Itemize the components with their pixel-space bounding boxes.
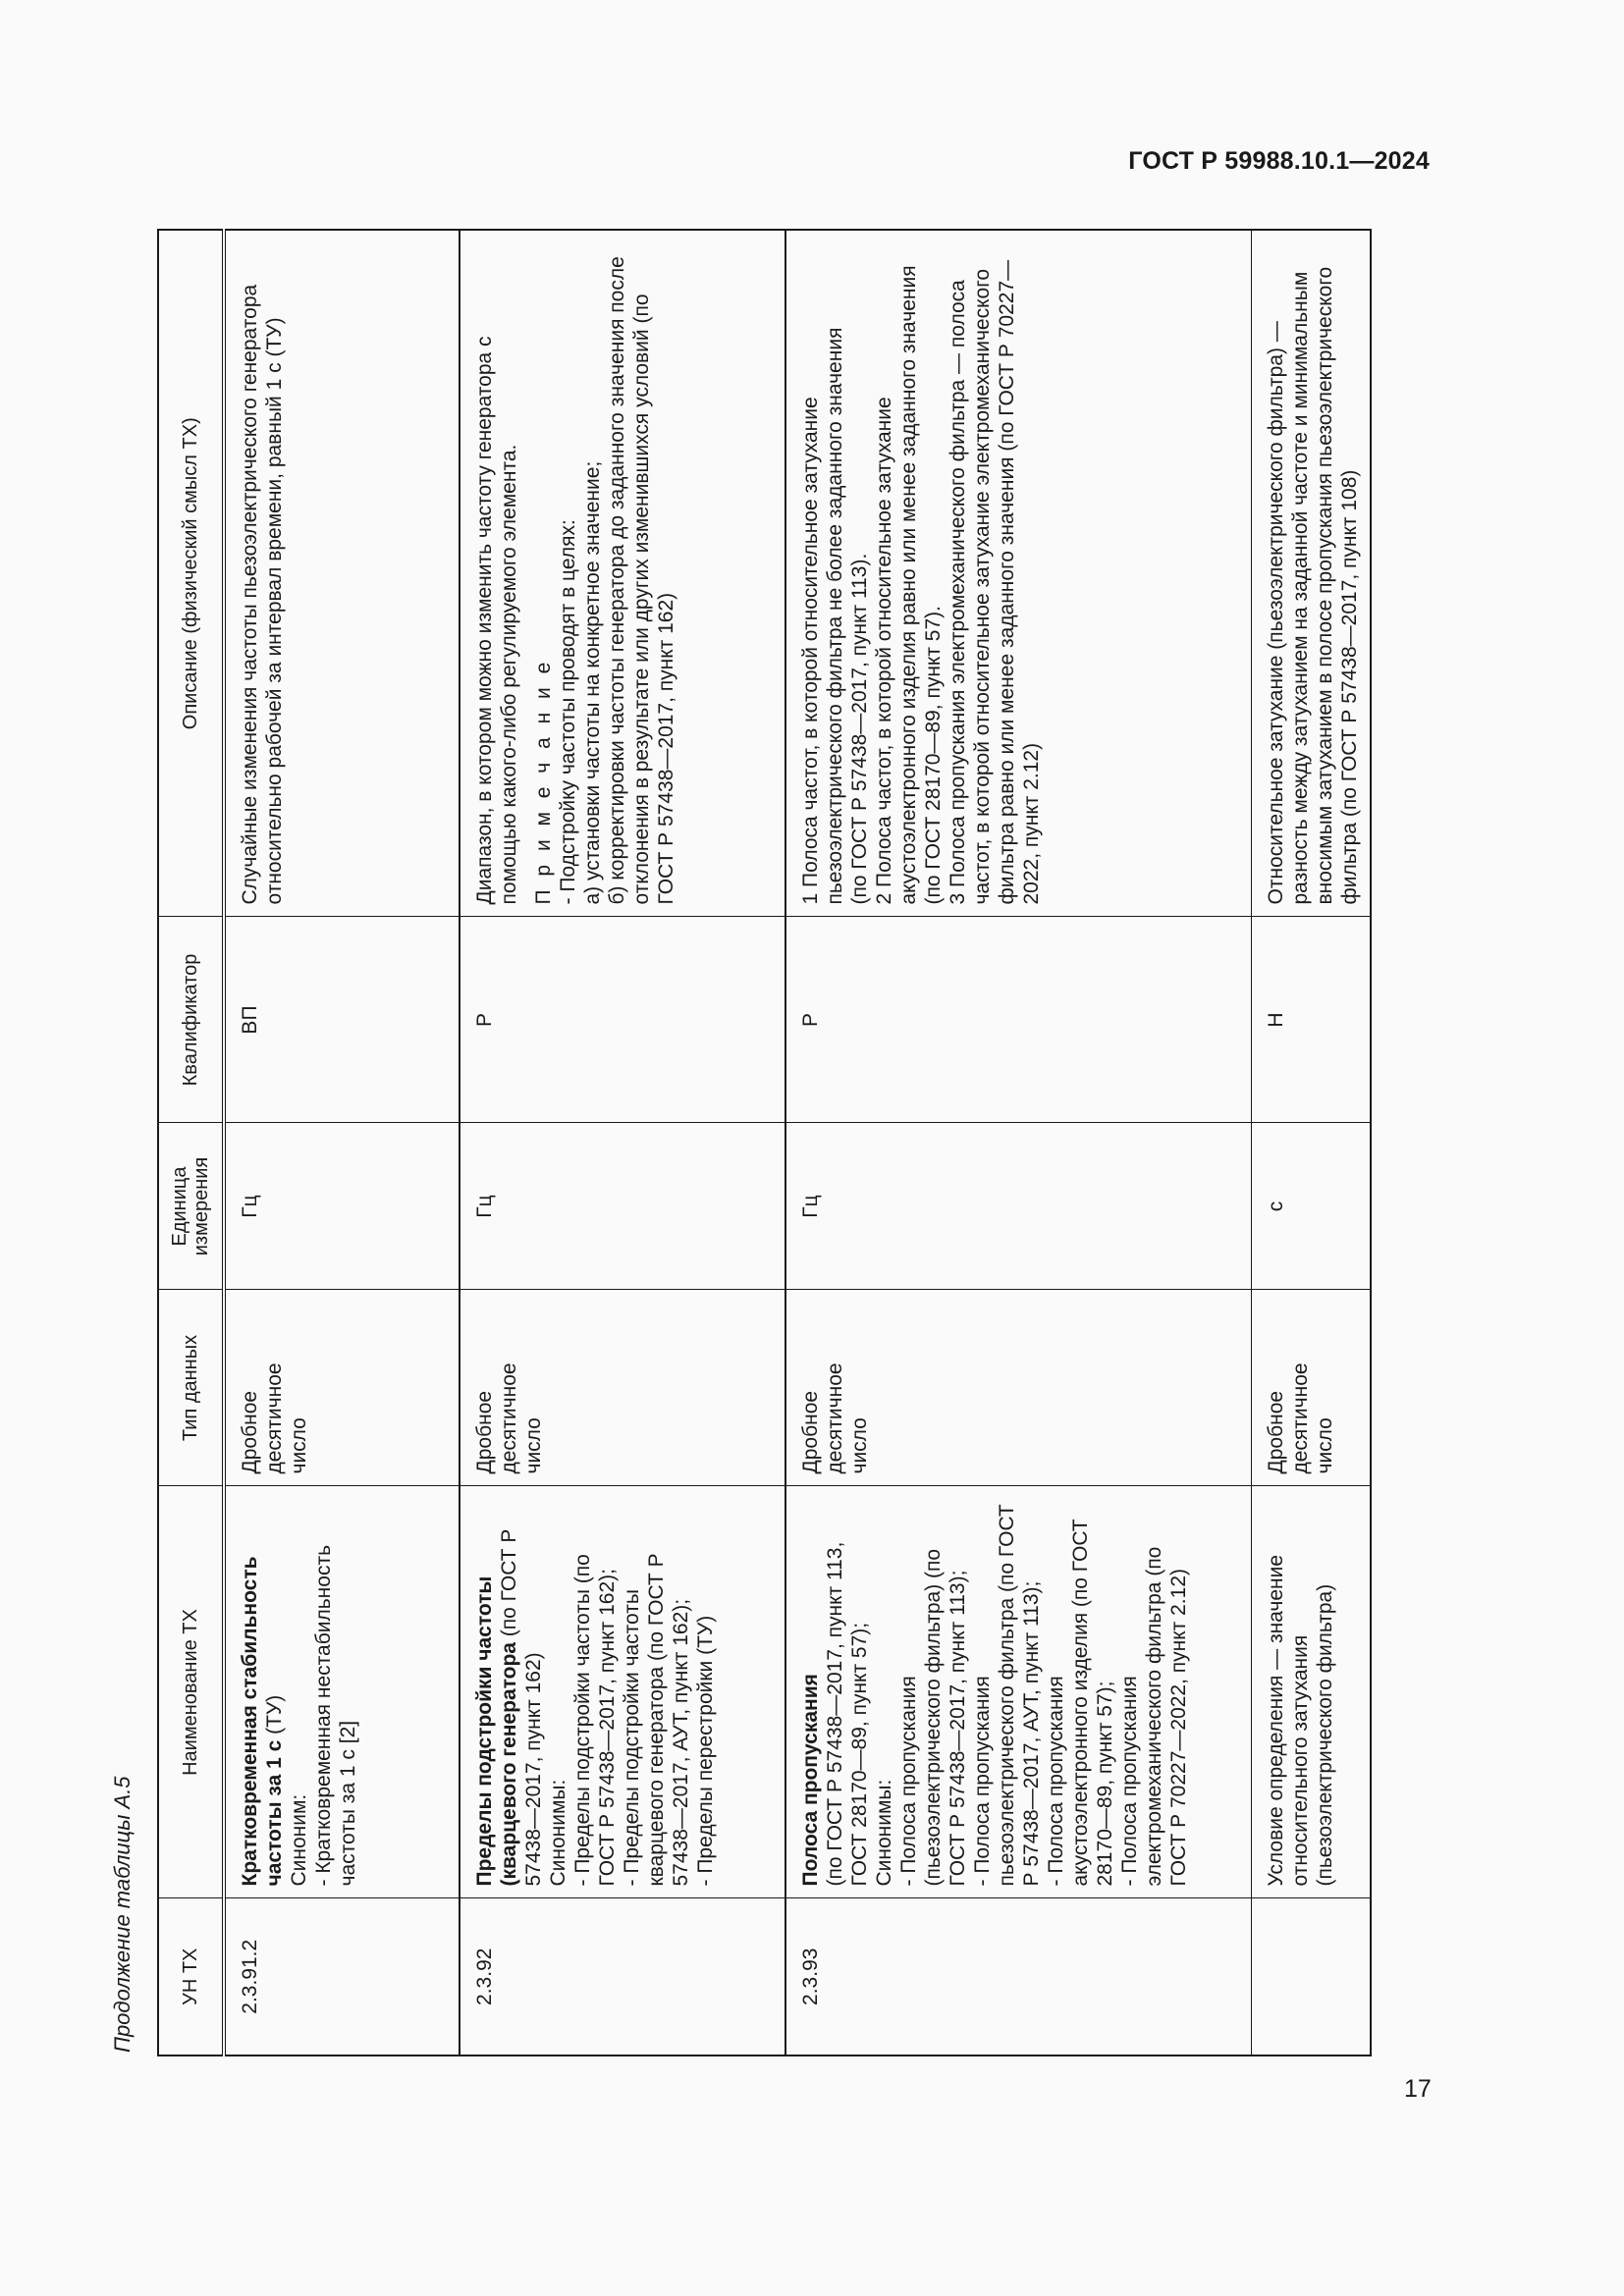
row-name-line: Синонимы: <box>547 1779 569 1887</box>
rotated-table-area <box>110 231 1361 2056</box>
row-desc <box>1251 230 1371 917</box>
table-row <box>1251 230 1371 2056</box>
row-name-line: Синонимы: <box>873 1779 895 1887</box>
row-name <box>1251 1486 1371 1898</box>
col-header-type: Тип данных <box>158 1290 224 1486</box>
row-name-title-suffix: (ТУ) <box>263 1694 286 1740</box>
row-desc-main: Диапазон, в котором можно изменить частоту генератора с помощью какого-либо регулируемого элемента. <box>473 336 520 905</box>
row-qual: Р <box>460 917 785 1123</box>
row-desc-line: 3 Полоса пропускания электромеханического фильтра — полоса частот, в которой относительное затухание электромеханического фильтра равно или менее заданного значения (по ГОСТ Р 70227—2022, пункт 2.12) <box>947 259 1043 905</box>
table-row <box>785 230 1251 2056</box>
table-header-row <box>158 230 224 2056</box>
row-num: 2.3.93 <box>785 1898 1251 2056</box>
row-desc-line: а) установки частоты на конкретное значение; <box>581 460 604 905</box>
row-unit: с <box>1251 1123 1371 1290</box>
row-name-line: - Пределы подстройки частоты (по ГОСТ Р 57438—2017, пункт 162); <box>571 1554 619 1887</box>
row-name-line: - Пределы перестройки (ТУ) <box>694 1615 717 1887</box>
row-name-line: - Пределы подстройки частоты кварцевого генератора (по ГОСТ Р 57438—2017, АУТ, пункт 162); <box>621 1553 692 1887</box>
row-name-line: - Кратковременная нестабильность частоты за 1 с [2] <box>312 1544 359 1887</box>
row-desc <box>460 230 785 917</box>
row-num: 2.3.92 <box>460 1898 785 2056</box>
row-desc-line: (по ГОСТ Р 57438—2017, пункт 113). <box>848 553 871 905</box>
row-name <box>785 1486 1251 1898</box>
row-unit: Гц <box>460 1123 785 1290</box>
row-desc-line: 2 Полоса частот, в которой относительное затухание акустоэлектронного изделия равно или менее заданного значения (по ГОСТ 28170—89, пункт 57). <box>873 265 945 905</box>
row-qual: Н <box>1251 917 1371 1123</box>
row-name-title-suffix: (по ГОСТ Р 57438—2017, пункт 162) <box>498 1528 545 1887</box>
row-unit: Гц <box>785 1123 1251 1290</box>
row-name-line: (по ГОСТ Р 57438—2017, пункт 113, ГОСТ 28170—89, пункт 57); <box>824 1541 871 1887</box>
row-qual: ВП <box>224 917 460 1123</box>
row-name <box>224 1486 460 1898</box>
row-name-line: - Полоса пропускания пьезоэлектрического фильтра (по ГОСТ Р 57438—2017, АУТ, пункт 113); <box>971 1504 1043 1887</box>
row-num: 2.3.91.2 <box>224 1898 460 2056</box>
row-desc <box>224 230 460 917</box>
row-type: Дробное десятичное число <box>460 1290 785 1486</box>
row-name-title: Пределы подстройки частоты (кварцевого генератора <box>473 1575 520 1887</box>
row-desc-line: Относительное затухание (пьезоэлектрического фильтра) — разность между затуханием на заданной частоте и минимальным вносимым затуханием в полосе пропускания пьезоэлектрического фильтра (по ГОСТ Р 57438—2017, пункт 108) <box>1264 266 1361 905</box>
table-caption: Продолжение таблицы А.5 <box>110 1776 135 2053</box>
row-desc <box>785 230 1251 917</box>
col-header-num: УН ТХ <box>158 1898 224 2056</box>
row-desc-line: - Подстройку частоты проводят в целях: <box>557 519 579 905</box>
row-desc-line: Случайные изменения частоты пьезоэлектрического генератора относительно рабочей за интервал времени, равный 1 с (ТУ) <box>239 284 286 905</box>
row-desc-line: б) корректировки частоты генератора до заданного значения после отклонения в результате или других изменившихся условий (по ГОСТ Р 57438—2017, пункт 162) <box>606 256 677 905</box>
row-desc-line: 1 Полоса частот, в которой относительное затухание пьезоэлектрического фильтра не более заданного значения <box>799 327 846 905</box>
characteristics-table <box>157 229 1372 2056</box>
row-name-line: - Полоса пропускания (пьезоэлектрического фильтра) (по ГОСТ Р 57438—2017, пункт 113); <box>897 1548 969 1887</box>
row-name-line: - Полоса пропускания акустоэлектронного изделия (по ГОСТ 28170—89, пункт 57); <box>1045 1519 1116 1887</box>
row-name-line: Условие определения — значение относительного затухания (пьезоэлектрического фильтра) <box>1264 1554 1336 1887</box>
row-name-title: Кратковременная стабильность частоты за 1 с <box>239 1556 286 1887</box>
note-title: П р и м е ч а н и е <box>532 658 555 905</box>
row-type: Дробное десятичное число <box>1251 1290 1371 1486</box>
row-qual: Р <box>785 917 1251 1123</box>
document-code: ГОСТ Р 59988.10.1—2024 <box>1128 147 1430 175</box>
row-name-title: Полоса пропускания <box>799 1674 822 1887</box>
table-row <box>460 230 785 2056</box>
row-name-line: Синоним: <box>288 1793 310 1887</box>
col-header-unit: Единица измерения <box>158 1123 224 1290</box>
row-type: Дробное десятичное число <box>785 1290 1251 1486</box>
row-unit: Гц <box>224 1123 460 1290</box>
col-header-qual: Квалификатор <box>158 917 224 1123</box>
table-row <box>224 230 460 2056</box>
row-name-line: - Полоса пропускания электромеханического фильтра (по ГОСТ Р 70227—2022, пункт 2.12) <box>1118 1546 1190 1887</box>
row-num <box>1251 1898 1371 2056</box>
row-type: Дробное десятичное число <box>224 1290 460 1486</box>
col-header-name: Наименование ТХ <box>158 1486 224 1898</box>
page-number: 17 <box>1404 2075 1432 2103</box>
row-name <box>460 1486 785 1898</box>
col-header-desc: Описание (физический смысл ТХ) <box>158 230 224 917</box>
